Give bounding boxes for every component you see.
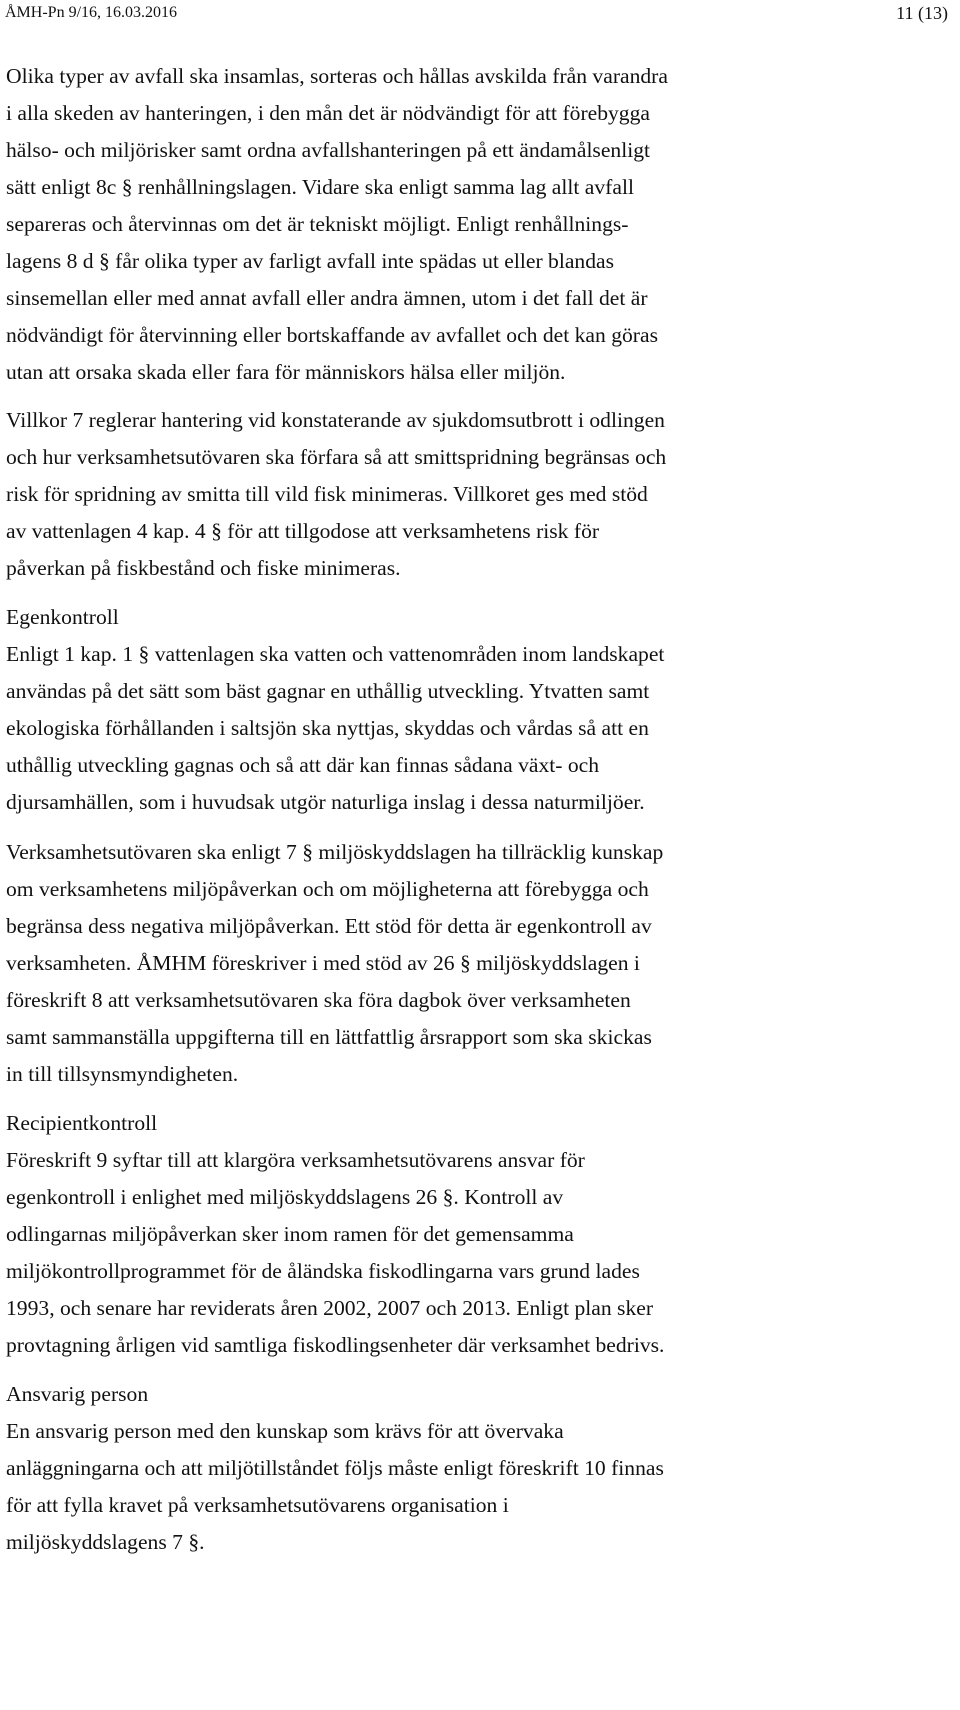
section-heading-egenkontroll: Egenkontroll [6,605,119,629]
page-header [5,3,948,25]
text-line: egenkontroll i enlighet med miljöskyddslagens 26 §. Kontroll av [6,1185,564,1209]
text-line: miljökontrollprogrammet för de åländska fiskodlingarna vars grund lades [6,1259,640,1283]
section-heading-recipientkontroll: Recipientkontroll [6,1111,158,1135]
text-line: om verksamhetens miljöpåverkan och om möjligheterna att förebygga och [6,877,649,901]
text-line: samt sammanställa uppgifterna till en lättfattlig årsrapport som ska skickas [6,1025,652,1049]
text-line: begränsa dess negativa miljöpåverkan. Ett stöd för detta är egenkontroll av [6,914,652,938]
paragraph-waste-sorting [6,58,952,391]
text-line: separeras och återvinnas om det är tekniskt möjligt. Enligt renhållnings- [6,212,629,236]
text-line: Verksamhetsutövaren ska enligt 7 § miljöskyddslagen ha tillräcklig kunskap [6,840,664,864]
paragraph-egenkontroll-details [6,834,952,1093]
text-line: hälso- och miljörisker samt ordna avfallshanteringen på ett ändamålsenligt [6,138,651,162]
text-line: påverkan på fiskbestånd och fiske minimeras. [6,556,401,580]
paragraph-villkor-7 [6,402,952,587]
text-line: sätt enligt 8c § renhållningslagen. Vidare ska enligt samma lag allt avfall [6,175,634,199]
page-number: 11 (13) [896,3,948,23]
text-line: utan att orsaka skada eller fara för människors hälsa eller miljön. [6,360,566,384]
text-line: i alla skeden av hanteringen, i den mån det är nödvändigt för att förebygga [6,101,650,125]
text-line: verksamheten. ÅMHM föreskriver i med stöd av 26 § miljöskyddslagen i [6,951,640,975]
text-line: sinsemellan eller med annat avfall eller andra ämnen, utom i det fall det är [6,286,648,310]
text-line: Olika typer av avfall ska insamlas, sorteras och hållas avskilda från varandra [6,64,668,88]
text-line: provtagning årligen vid samtliga fiskodlingsenheter där verksamhet bedrivs. [6,1333,665,1357]
paragraph-ansvarig-person [6,1413,952,1561]
document-body [6,58,952,1561]
text-line: av vattenlagen 4 kap. 4 § för att tillgodose att verksamhetens risk för [6,519,600,543]
text-line: Föreskrift 9 syftar till att klargöra verksamhetsutövarens ansvar för [6,1148,585,1172]
text-line: 1993, och senare har reviderats åren 2002, 2007 och 2013. Enligt plan sker [6,1296,654,1320]
text-line: odlingarnas miljöpåverkan sker inom ramen för det gemensamma [6,1222,574,1246]
text-line: för att fylla kravet på verksamhetsutövarens organisation i [6,1493,509,1517]
text-line: miljöskyddslagens 7 §. [6,1530,205,1554]
paragraph-vattenlagen [6,636,952,821]
text-line: nödvändigt för återvinning eller bortskaffande av avfallet och det kan göras [6,323,658,347]
text-line: föreskrift 8 att verksamhetsutövaren ska föra dagbok över verksamheten [6,988,631,1012]
text-line: användas på det sätt som bäst gagnar en uthållig utveckling. Ytvatten samt [6,679,650,703]
text-line: Enligt 1 kap. 1 § vattenlagen ska vatten och vattenområden inom landskapet [6,642,665,666]
section-heading-ansvarig-person: Ansvarig person [6,1382,149,1406]
text-line: ekologiska förhållanden i saltsjön ska nyttjas, skyddas och vårdas så att en [6,716,649,740]
text-line: uthållig utveckling gagnas och så att där kan finnas sådana växt- och [6,753,600,777]
text-line: och hur verksamhetsutövaren ska förfara så att smittspridning begränsas och [6,445,667,469]
paragraph-recipientkontroll [6,1142,952,1364]
text-line: djursamhällen, som i huvudsak utgör naturliga inslag i dessa naturmiljöer. [6,790,645,814]
text-line: En ansvarig person med den kunskap som krävs för att övervaka [6,1419,564,1443]
text-line: in till tillsynsmyndigheten. [6,1062,239,1086]
text-line: Villkor 7 reglerar hantering vid konstaterande av sjukdomsutbrott i odlingen [6,408,665,432]
text-line: anläggningarna och att miljötillståndet följs måste enligt föreskrift 10 finnas [6,1456,664,1480]
document-reference: ÅMH-Pn 9/16, 16.03.2016 [5,4,178,21]
text-line: risk för spridning av smitta till vild fisk minimeras. Villkoret ges med stöd [6,482,648,506]
text-line: lagens 8 d § får olika typer av farligt avfall inte spädas ut eller blandas [6,249,615,273]
